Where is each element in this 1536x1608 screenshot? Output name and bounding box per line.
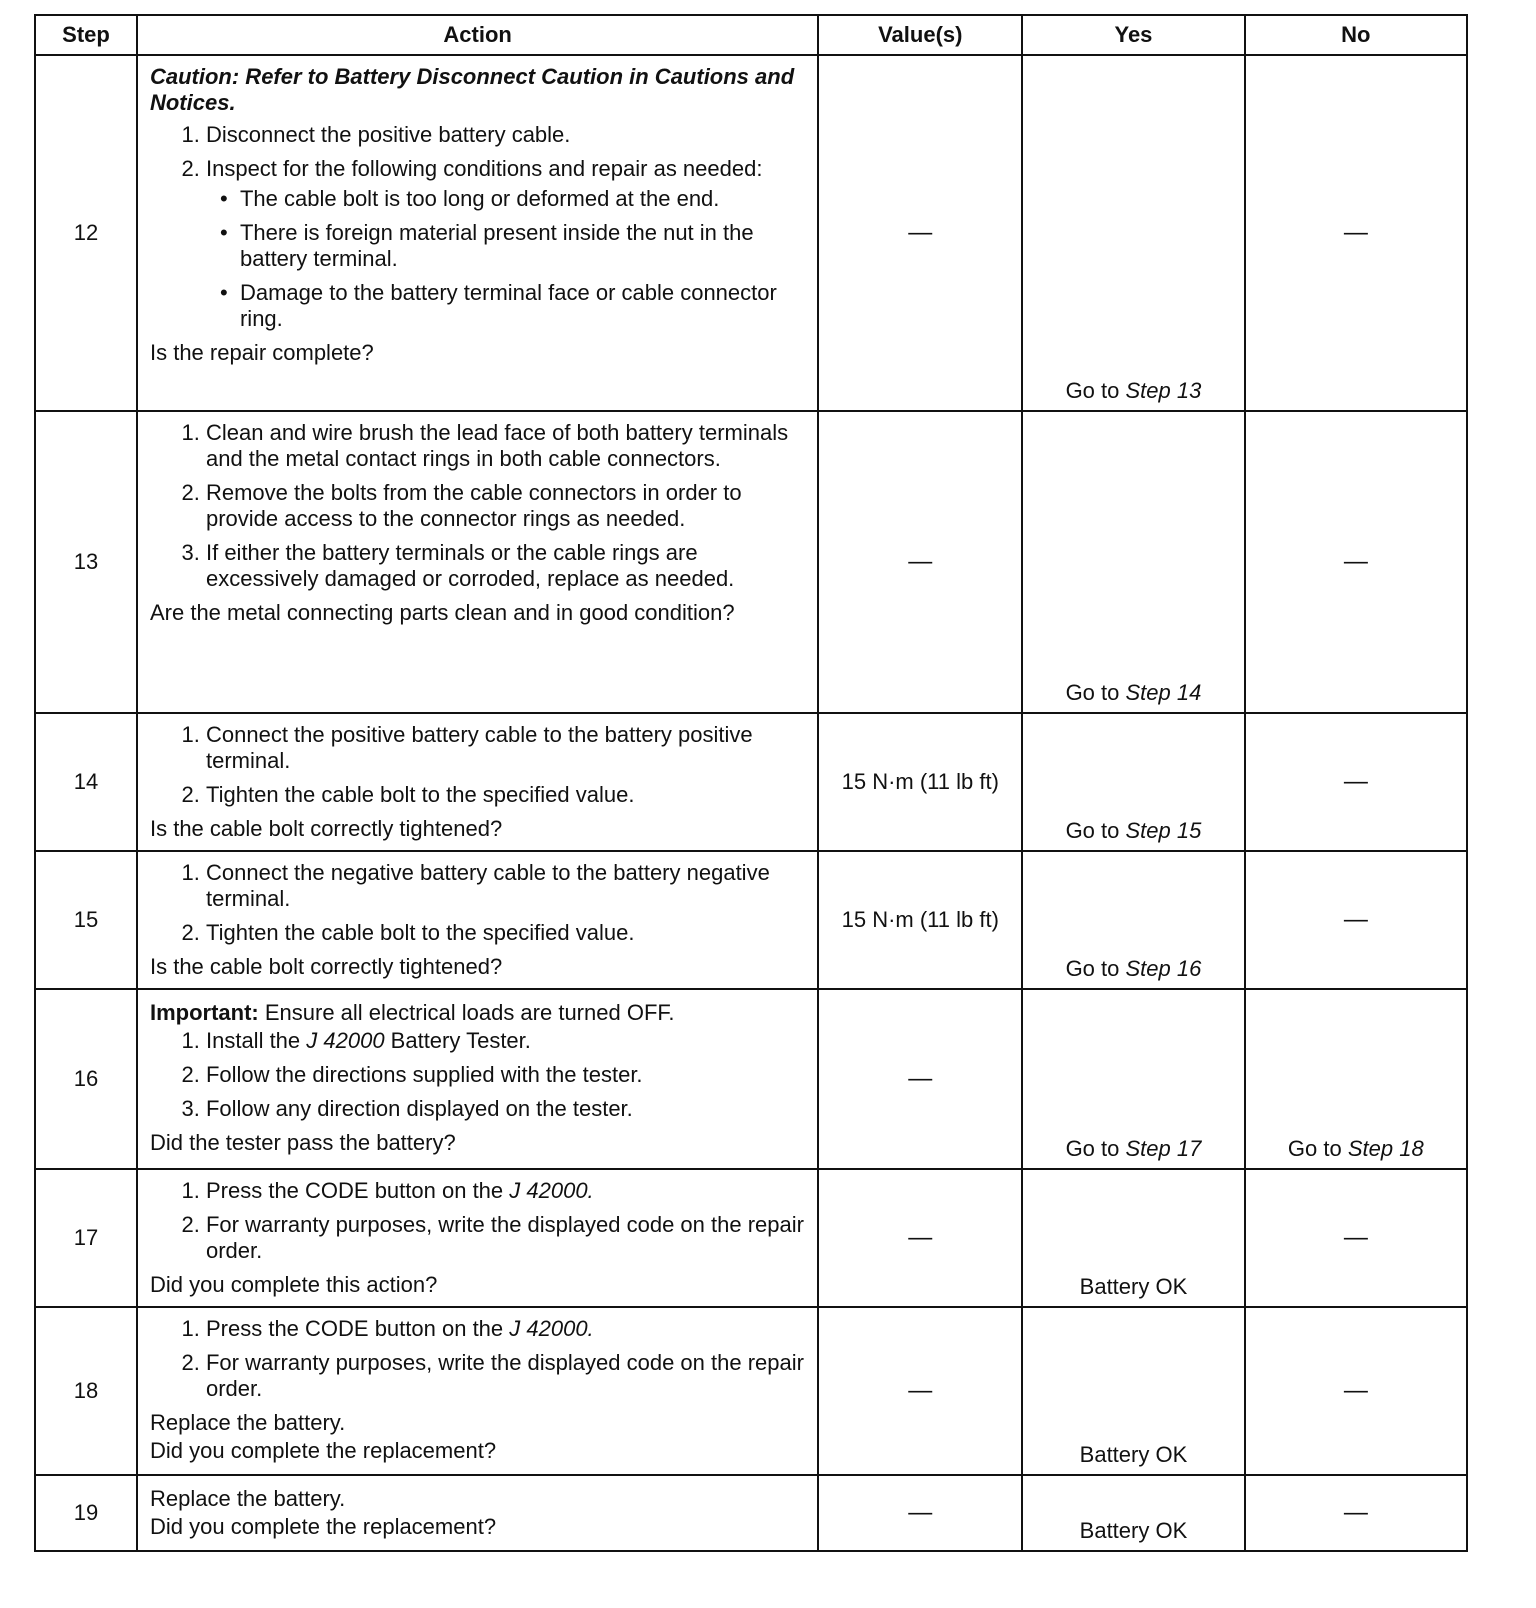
list-item: 2. Remove the bolts from the cable connectors in order to provide access to the connector rings as needed. [206,480,805,532]
no-cell [1245,989,1467,1169]
no-cell [1245,411,1467,713]
no-text: — [1343,1377,1368,1404]
list-item: 2. For warranty purposes, write the displayed code on the repair order. [206,1212,805,1264]
yes-cell: Battery OK [1022,1307,1244,1475]
header-row [35,15,1467,55]
question: Is the cable bolt correctly tightened? [149,954,503,979]
action-list [150,420,805,592]
step-number: 14 [35,713,137,851]
list-item-text: Press the CODE button on the [205,1178,510,1203]
value-cell [818,1475,1022,1551]
yes-cell [1022,851,1244,989]
no-cell [1245,851,1467,989]
step-number: 15 [35,851,137,989]
note: Replace the battery. [149,1410,346,1435]
yes-cell [1022,411,1244,713]
tool-name: J 42000 [306,1028,385,1053]
action-list [150,722,805,808]
table-row [35,411,1467,713]
table-row [35,851,1467,989]
value-cell [818,55,1022,411]
action-list [150,1178,805,1264]
goto-prefix: Go to [1065,956,1120,981]
goto-prefix: Go to [1065,1136,1120,1161]
step-number: 13 [35,411,137,713]
table-row [35,713,1467,851]
value-cell: 15 N·m (11 lb ft) [818,851,1022,989]
no-cell [1245,1475,1467,1551]
list-item: 2. For warranty purposes, write the displayed code on the repair order. [206,1350,805,1402]
goto-step-link[interactable]: Step 16 [1125,956,1202,981]
action-cell [137,1169,818,1307]
action-list [150,1316,805,1402]
no-text: — [1343,768,1368,795]
action-cell [137,55,818,411]
value-text: — [908,1065,933,1092]
goto-prefix: Go to [1065,378,1120,403]
goto-prefix: Go to [1065,818,1120,843]
value-cell [818,1307,1022,1475]
no-text: — [1343,1224,1368,1251]
no-cell [1245,55,1467,411]
value-cell: 15 N·m (11 lb ft) [818,713,1022,851]
table-row [35,1169,1467,1307]
no-cell [1245,713,1467,851]
list-item: 2. Follow the directions supplied with the tester. [206,1062,805,1088]
question: Did you complete this action? [149,1272,438,1297]
value-cell [818,411,1022,713]
table-row [35,55,1467,411]
value-cell [818,989,1022,1169]
goto-step-link[interactable]: Step 14 [1125,680,1202,705]
question: Is the repair complete? [149,340,374,365]
value-text: — [908,219,933,246]
bullet-item: • The cable bolt is too long or deformed at the end. [240,186,805,212]
no-text: — [1343,548,1368,575]
table-row [35,989,1467,1169]
goto-step-link[interactable]: Step 15 [1125,818,1202,843]
action-cell [137,713,818,851]
value-text: — [908,1377,933,1404]
question: Did the tester pass the battery? [149,1130,456,1155]
no-text: — [1343,1499,1368,1526]
list-item [206,1316,805,1342]
header-no: No [1245,15,1467,55]
list-item-text: Press the CODE button on the [205,1316,510,1341]
goto-step-link[interactable]: Step 13 [1125,378,1202,403]
important-text: Ensure all electrical loads are turned OFF. [258,1000,675,1025]
value-text: — [908,548,933,575]
list-item: 1. Connect the negative battery cable to the battery negative terminal. [206,860,805,912]
action-list [150,122,805,332]
list-item: 3. Follow any direction displayed on the tester. [206,1096,805,1122]
bullet-item: • There is foreign material present inside the nut in the battery terminal. [240,220,805,272]
list-item: 1. Connect the positive battery cable to the battery positive terminal. [206,722,805,774]
caution-note: Caution: Refer to Battery Disconnect Caution in Cautions and Notices. [149,64,795,115]
no-cell [1245,1307,1467,1475]
question: Is the cable bolt correctly tightened? [149,816,503,841]
important-label: Important: [149,1000,259,1025]
step-number: 16 [35,989,137,1169]
no-cell [1245,1169,1467,1307]
diagnostic-table-sheet [34,14,1468,1552]
list-item-text: Install the [205,1028,307,1053]
bullet-item: • Damage to the battery terminal face or cable connector ring. [240,280,805,332]
list-item: 2. Tighten the cable bolt to the specified value. [206,920,805,946]
no-text: — [1343,219,1368,246]
question: Did you complete the replacement? [149,1438,497,1463]
header-values: Value(s) [818,15,1022,55]
action-list [150,1028,805,1122]
step-number: 12 [35,55,137,411]
list-item: 1. Clean and wire brush the lead face of both battery terminals and the metal contact rings in both cable connectors. [206,420,805,472]
yes-cell [1022,55,1244,411]
value-text: — [908,1499,933,1526]
goto-prefix: Go to [1065,680,1120,705]
list-item [206,1178,805,1204]
question: Did you complete the replacement? [149,1514,497,1539]
yes-cell: Battery OK [1022,1475,1244,1551]
diagnostic-table [34,14,1468,1552]
value-cell [818,1169,1022,1307]
list-item: 3. If either the battery terminals or the cable rings are excessively damaged or corroded, replace as needed. [206,540,805,592]
table-row [35,1475,1467,1551]
list-item [206,156,805,332]
goto-step-link[interactable]: Step 18 [1347,1136,1424,1161]
step-number: 18 [35,1307,137,1475]
action-cell [137,989,818,1169]
important-note [150,1000,805,1026]
action-cell [137,1475,818,1551]
tool-name: J 42000. [509,1178,594,1203]
goto-step-link[interactable]: Step 17 [1125,1136,1202,1161]
yes-cell [1022,713,1244,851]
list-item-text: Battery Tester. [384,1028,531,1053]
action-cell [137,851,818,989]
no-text: — [1343,906,1368,933]
value-text: — [908,1224,933,1251]
step-number: 19 [35,1475,137,1551]
list-item: 2. Tighten the cable bolt to the specified value. [206,782,805,808]
table-row [35,1307,1467,1475]
action-cell [137,411,818,713]
step-number: 17 [35,1169,137,1307]
yes-cell [1022,989,1244,1169]
list-item: 1. Disconnect the positive battery cable. [206,122,805,148]
yes-cell: Battery OK [1022,1169,1244,1307]
tool-name: J 42000. [509,1316,594,1341]
bullet-list [206,186,805,332]
action-cell [137,1307,818,1475]
header-action: Action [137,15,818,55]
list-item-text: Inspect for the following conditions and repair as needed: [205,156,763,181]
list-item [206,1028,805,1054]
goto-prefix: Go to [1287,1136,1342,1161]
header-yes: Yes [1022,15,1244,55]
action-list [150,860,805,946]
question: Are the metal connecting parts clean and in good condition? [149,600,735,625]
note: Replace the battery. [149,1486,346,1511]
header-step: Step [35,15,137,55]
